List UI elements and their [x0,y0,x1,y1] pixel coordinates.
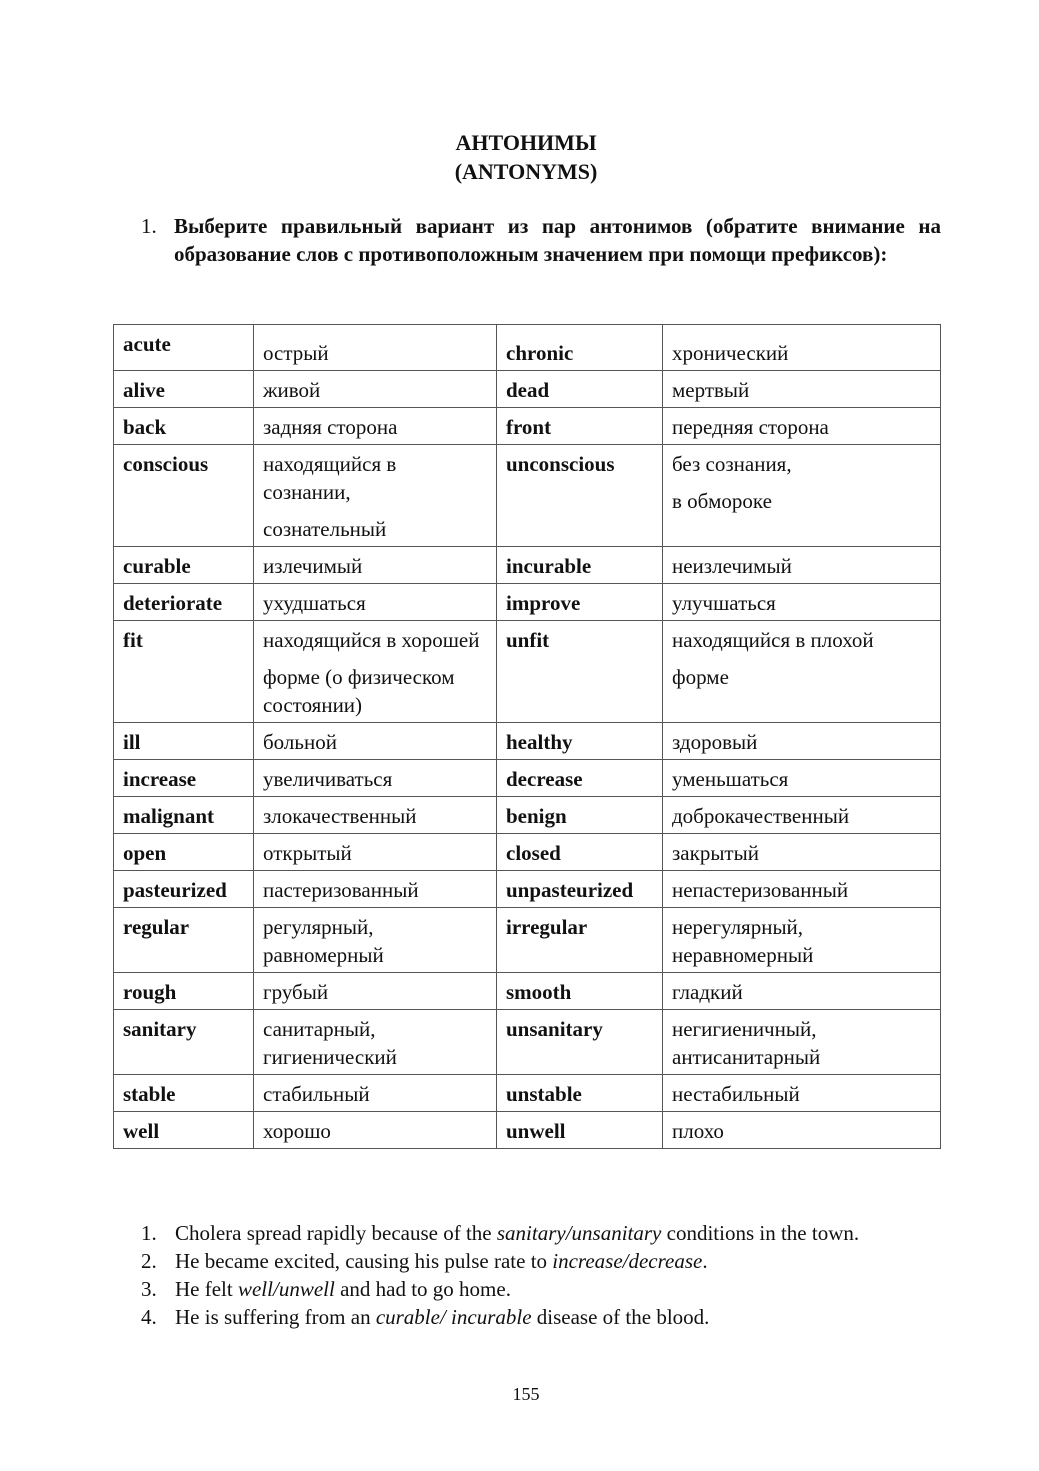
word-cell: deteriorate [114,584,254,621]
translation-cell [254,797,497,834]
translation-line: находящийся в плохой [672,628,874,652]
antonym-translation-cell [663,834,941,871]
translation-cell [254,871,497,908]
translation-line: без сознания, [672,452,792,476]
translation-line: грубый [263,980,329,1004]
word-cell: stable [114,1075,254,1112]
sentence-choice: increase/decrease [552,1249,703,1273]
table-row [114,325,941,371]
antonym-translation-cell [663,760,941,797]
translation-line: живой [263,378,321,402]
sentence-text: He felt [175,1277,238,1301]
translation-line: негигиеничный, антисанитарный [672,1017,821,1069]
task-instruction [141,212,941,268]
antonym-translation-cell [663,1010,941,1075]
list-item [141,1247,941,1275]
list-item [141,1303,941,1331]
translation-line: пастеризованный [263,878,419,902]
table-row [114,1112,941,1149]
translation-cell [254,584,497,621]
task-number: 1. [141,214,157,238]
antonym-translation-cell [663,547,941,584]
sentence-text: He became excited, causing his pulse rate to [175,1249,553,1273]
translation-line: сознательный [263,517,387,541]
antonyms-table [113,324,941,1149]
table-row [114,547,941,584]
translation-line: плохо [672,1119,724,1143]
page-number: 155 [512,1384,540,1404]
translation-line: закрытый [672,841,759,865]
table-row [114,723,941,760]
translation-line: доброкачественный [672,804,850,828]
translation-line: нерегулярный, неравномерный [672,915,814,967]
antonym-cell: unpasteurized [497,871,663,908]
word-cell: regular [114,908,254,973]
antonym-cell: benign [497,797,663,834]
translation-cell [254,408,497,445]
table-row [114,1075,941,1112]
task-text: Выберите правильный вариант из пар антонимов (обратите внимание на образование слов с противоположным значением при помощи префиксов): [174,214,941,266]
translation-cell [254,1075,497,1112]
sentence-text: disease of the blood. [531,1305,710,1329]
word-cell: malignant [114,797,254,834]
antonym-translation-cell [663,445,941,547]
table-row [114,834,941,871]
antonym-translation-cell [663,371,941,408]
word-cell: conscious [114,445,254,547]
translation-line: открытый [263,841,352,865]
translation-line: уменьшаться [672,767,789,791]
sentence-text: . [702,1249,708,1273]
word-cell: back [114,408,254,445]
sentence-number: 1. [141,1221,157,1245]
sentence-number: 2. [141,1249,157,1273]
translation-cell [254,723,497,760]
translation-line: здоровый [672,730,758,754]
translation-cell [254,371,497,408]
translation-line: непастеризованный [672,878,849,902]
translation-line: стабильный [263,1082,370,1106]
table-row [114,908,941,973]
translation-cell [254,1010,497,1075]
translation-cell [254,547,497,584]
word-cell: sanitary [114,1010,254,1075]
antonym-cell: front [497,408,663,445]
translation-line: улучшаться [672,591,776,615]
translation-line: находящийся в хорошей [263,628,480,652]
translation-line: ухудшаться [263,591,366,615]
antonym-translation-cell [663,723,941,760]
word-cell: increase [114,760,254,797]
list-item [141,1219,941,1247]
translation-cell [254,1112,497,1149]
antonym-translation-cell [663,973,941,1010]
translation-line: регулярный, равномерный [263,915,384,967]
sentence-choice: curable/ incurable [375,1305,532,1329]
word-cell: curable [114,547,254,584]
antonym-translation-cell [663,408,941,445]
translation-line: хорошо [263,1119,331,1143]
title-line-en: (ANTONYMS) [454,159,598,184]
antonym-cell: healthy [497,723,663,760]
translation-line: нестабильный [672,1082,800,1106]
antonym-cell: unwell [497,1112,663,1149]
antonym-cell: unfit [497,621,663,723]
translation-line: находящийся в сознании, [263,452,397,504]
translation-line: мертвый [672,378,750,402]
translation-cell [254,325,497,371]
translation-cell [254,973,497,1010]
translation-line: неизлечимый [672,554,792,578]
antonym-cell: closed [497,834,663,871]
translation-cell [254,760,497,797]
table-row [114,445,941,547]
translation-line: злокачественный [263,804,417,828]
antonym-cell: chronic [497,325,663,371]
word-cell: alive [114,371,254,408]
sentence-text: He is suffering from an [175,1305,376,1329]
translation-line: санитарный, гигиенический [263,1017,397,1069]
table-row [114,408,941,445]
translation-cell [254,908,497,973]
page-title [0,128,1039,186]
word-cell: open [114,834,254,871]
antonym-translation-cell [663,584,941,621]
translation-line: больной [263,730,337,754]
antonym-translation-cell [663,1112,941,1149]
table-row [114,584,941,621]
word-cell: well [114,1112,254,1149]
antonym-cell: decrease [497,760,663,797]
translation-line: излечимый [263,554,363,578]
sentence-choice: sanitary/unsanitary [496,1221,662,1245]
antonym-cell: improve [497,584,663,621]
antonym-translation-cell [663,621,941,723]
translation-line: увеличиваться [263,767,393,791]
antonym-cell: incurable [497,547,663,584]
translation-line: в обмороке [672,489,772,513]
table-row [114,621,941,723]
translation-cell [254,445,497,547]
word-cell: rough [114,973,254,1010]
translation-cell [254,834,497,871]
translation-line: острый [263,341,329,365]
word-cell: ill [114,723,254,760]
translation-line: задняя сторона [263,415,398,439]
sentence-text: conditions in the town. [661,1221,860,1245]
antonym-translation-cell [663,871,941,908]
table-row [114,1010,941,1075]
translation-line: хронический [672,341,789,365]
table-row [114,973,941,1010]
antonym-translation-cell [663,908,941,973]
translation-line: гладкий [672,980,743,1004]
sentence-number: 3. [141,1277,157,1301]
translation-line: форме [672,665,729,689]
antonyms-table-body [114,325,941,1149]
antonym-translation-cell [663,1075,941,1112]
antonym-cell: irregular [497,908,663,973]
translation-cell [254,621,497,723]
antonym-translation-cell [663,797,941,834]
table-row [114,871,941,908]
antonym-cell: unsanitary [497,1010,663,1075]
translation-line: форме (о физическом состоянии) [263,665,455,717]
sentence-text: and had to go home. [334,1277,511,1301]
antonym-cell: unstable [497,1075,663,1112]
antonym-cell: dead [497,371,663,408]
title-line-ru: АНТОНИМЫ [455,130,597,155]
word-cell: pasteurized [114,871,254,908]
table-row [114,760,941,797]
word-cell: fit [114,621,254,723]
sentence-text: Cholera spread rapidly because of the [175,1221,497,1245]
table-row [114,797,941,834]
exercise-sentences [141,1219,941,1331]
antonym-translation-cell [663,325,941,371]
sentence-number: 4. [141,1305,157,1329]
sentence-choice: well/unwell [237,1277,335,1301]
antonym-cell: unconscious [497,445,663,547]
list-item [141,1275,941,1303]
antonym-cell: smooth [497,973,663,1010]
translation-line: передняя сторона [672,415,829,439]
table-row [114,371,941,408]
word-cell: acute [114,325,254,371]
